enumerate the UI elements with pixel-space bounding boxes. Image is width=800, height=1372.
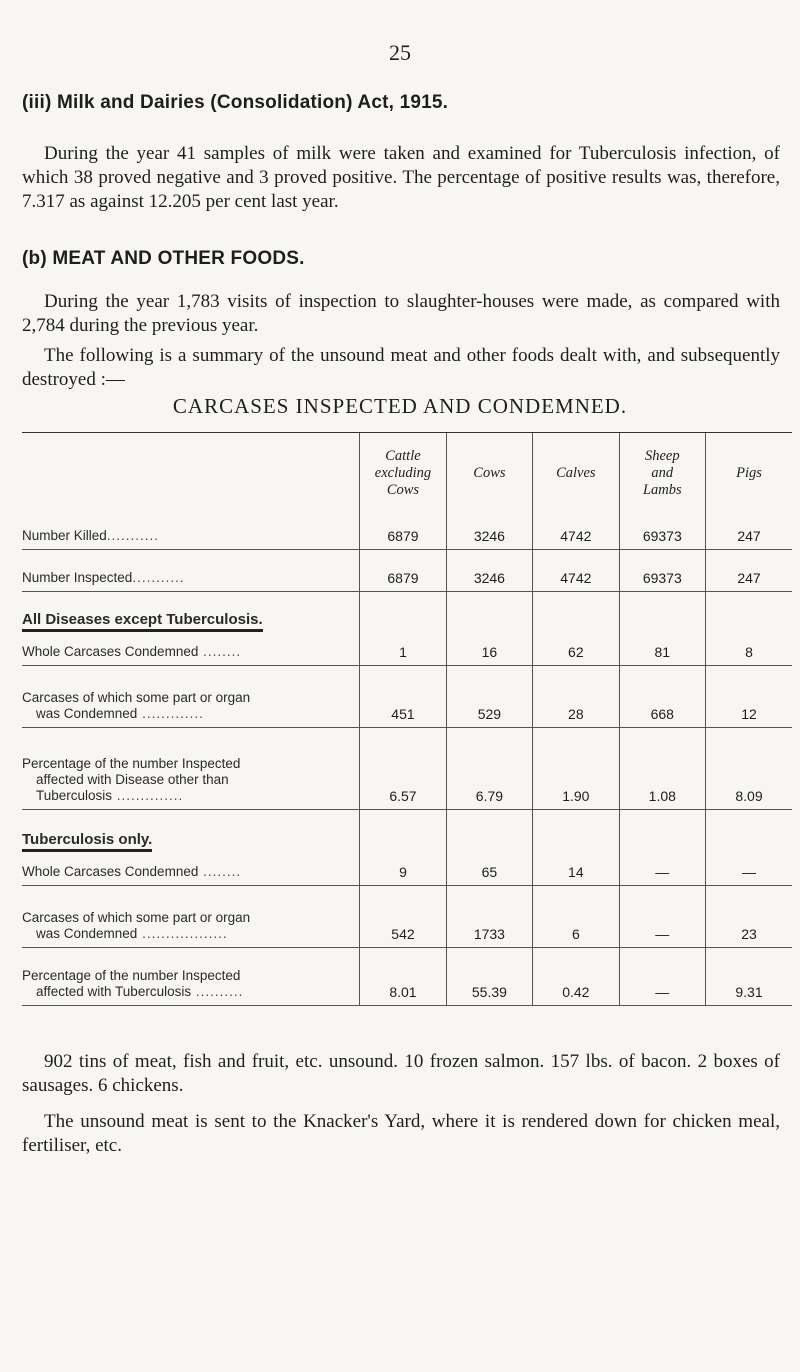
row-label-text: Whole Carcases Condemned <box>22 643 199 659</box>
table-header-row <box>22 433 792 514</box>
cell-value: 1733 <box>446 885 532 947</box>
row-label: Number Inspected........... <box>22 549 360 591</box>
cell-value: 6879 <box>360 513 446 549</box>
cell-value: 247 <box>706 513 793 549</box>
cell-value: — <box>619 885 705 947</box>
cell-value: 8.09 <box>706 727 793 809</box>
row-label: All Diseases except Tuberculosis. Whole Carcases Condemned ........ <box>22 591 360 665</box>
milk-paragraph-text: During the year 41 samples of milk were taken and examined for Tuberculosis infection, of which 38 proved negative and 3 proved positive. The percentage of positive results was, therefore, 7.317 as against 12.205 per cent last year. <box>22 143 780 212</box>
cell-value: 247 <box>706 549 793 591</box>
row-label: Percentage of the number Inspected affected with Disease other than Tuberculosis .............. <box>22 727 360 809</box>
cell-value: 8.01 <box>360 947 446 1005</box>
row-label-text: Percentage of the number Inspected <box>22 967 241 983</box>
header-blank <box>22 433 360 514</box>
table-row-carcases-part-condemned <box>22 665 792 727</box>
column-header-cattle: Cattle excluding Cows <box>360 433 446 514</box>
cell-value: 8 <box>706 591 793 665</box>
column-header-cows: Cows <box>446 433 532 514</box>
row-label: Number Killed........... <box>22 513 360 549</box>
row-label-text: Carcases of which some part or organ <box>22 689 251 705</box>
footer-paragraph-2-text: The unsound meat is sent to the Knacker's Yard, where it is rendered down for chicken meal, fertiliser, etc. <box>22 1111 780 1156</box>
cell-value: 12 <box>706 665 793 727</box>
table-row-number-killed <box>22 513 792 549</box>
row-label-text: affected with Tuberculosis <box>36 983 192 999</box>
cell-value: — <box>619 947 705 1005</box>
cell-value: 1.08 <box>619 727 705 809</box>
table-title: CARCASES INSPECTED AND CONDEMNED. <box>172 394 628 418</box>
footer-paragraph-1-text: 902 tins of meat, fish and fruit, etc. unsound. 10 frozen salmon. 157 lbs. of bacon. 2 boxes of sausages. 6 chickens. <box>22 1051 780 1096</box>
row-label-text: Number Killed <box>22 527 107 543</box>
cell-value: 451 <box>360 665 446 727</box>
page-number: 25 <box>389 40 411 65</box>
carcases-table <box>22 432 792 1006</box>
cell-value: 6 <box>533 885 619 947</box>
cell-value: 3246 <box>446 513 532 549</box>
cell-value: 9 <box>360 809 446 885</box>
table-row-percentage-other-disease <box>22 727 792 809</box>
milk-paragraph <box>22 142 780 214</box>
row-label-text: was Condemned <box>36 925 138 941</box>
column-header-pigs: Pigs <box>706 433 793 514</box>
row-label-text: Number Inspected <box>22 569 133 585</box>
cell-value: 668 <box>619 665 705 727</box>
cell-value: 69373 <box>619 549 705 591</box>
cell-value: 16 <box>446 591 532 665</box>
cell-value: 529 <box>446 665 532 727</box>
column-header-calves: Calves <box>533 433 619 514</box>
cell-value: 6879 <box>360 549 446 591</box>
cell-value: 3246 <box>446 549 532 591</box>
cell-value: 69373 <box>619 513 705 549</box>
cell-value: 65 <box>446 809 532 885</box>
cell-value: 6.57 <box>360 727 446 809</box>
cell-value: 6.79 <box>446 727 532 809</box>
meat-heading: (b) MEAT AND OTHER FOODS. <box>22 248 305 269</box>
meat-paragraph-1 <box>22 290 780 338</box>
group-title-tuberculosis: Tuberculosis only. <box>22 832 152 852</box>
meat-paragraph-2 <box>22 344 780 392</box>
row-label-text: Whole Carcases Condemned <box>22 863 199 879</box>
cell-value: 1 <box>360 591 446 665</box>
table-row-tb-part-condemned <box>22 885 792 947</box>
row-label-text: affected with Disease other than <box>36 771 229 787</box>
cell-value: 0.42 <box>533 947 619 1005</box>
table-row-tb-whole-carcases <box>22 809 792 885</box>
row-label-text: Percentage of the number Inspected <box>22 755 241 771</box>
carcases-table-wrapper <box>22 432 792 1006</box>
cell-value: 28 <box>533 665 619 727</box>
cell-value: — <box>706 809 793 885</box>
cell-value: 4742 <box>533 513 619 549</box>
meat-paragraph-2-text: The following is a summary of the unsound meat and other foods dealt with, and subsequently destroyed :— <box>22 345 780 390</box>
row-label-text: was Condemned <box>36 705 138 721</box>
cell-value: 62 <box>533 591 619 665</box>
row-label: Carcases of which some part or organ was Condemned .................. <box>22 885 360 947</box>
footer-paragraph-2 <box>22 1110 780 1158</box>
row-label: Percentage of the number Inspected affected with Tuberculosis .......... <box>22 947 360 1005</box>
cell-value: 9.31 <box>706 947 793 1005</box>
row-label: Carcases of which some part or organ was Condemned ............. <box>22 665 360 727</box>
cell-value: 81 <box>619 591 705 665</box>
table-row-whole-carcases-condemned <box>22 591 792 665</box>
row-label-text: Carcases of which some part or organ <box>22 909 251 925</box>
cell-value: 542 <box>360 885 446 947</box>
cell-value: 55.39 <box>446 947 532 1005</box>
table-row-tb-percentage <box>22 947 792 1005</box>
table-row-number-inspected <box>22 549 792 591</box>
cell-value: 4742 <box>533 549 619 591</box>
footer-paragraph-1 <box>22 1050 780 1098</box>
milk-act-heading: (iii) Milk and Dairies (Consolidation) Act, 1915. <box>22 92 449 113</box>
meat-paragraph-1-text: During the year 1,783 visits of inspection to slaughter-houses were made, as compared with 2,784 during the previous year. <box>22 291 780 336</box>
cell-value: 14 <box>533 809 619 885</box>
row-label: Tuberculosis only. Whole Carcases Condemned ........ <box>22 809 360 885</box>
row-label-text: Tuberculosis <box>36 787 113 803</box>
cell-value: 23 <box>706 885 793 947</box>
column-header-sheep: Sheep and Lambs <box>619 433 705 514</box>
cell-value: — <box>619 809 705 885</box>
group-title-all-diseases: All Diseases except Tuberculosis. <box>22 612 263 632</box>
cell-value: 1.90 <box>533 727 619 809</box>
